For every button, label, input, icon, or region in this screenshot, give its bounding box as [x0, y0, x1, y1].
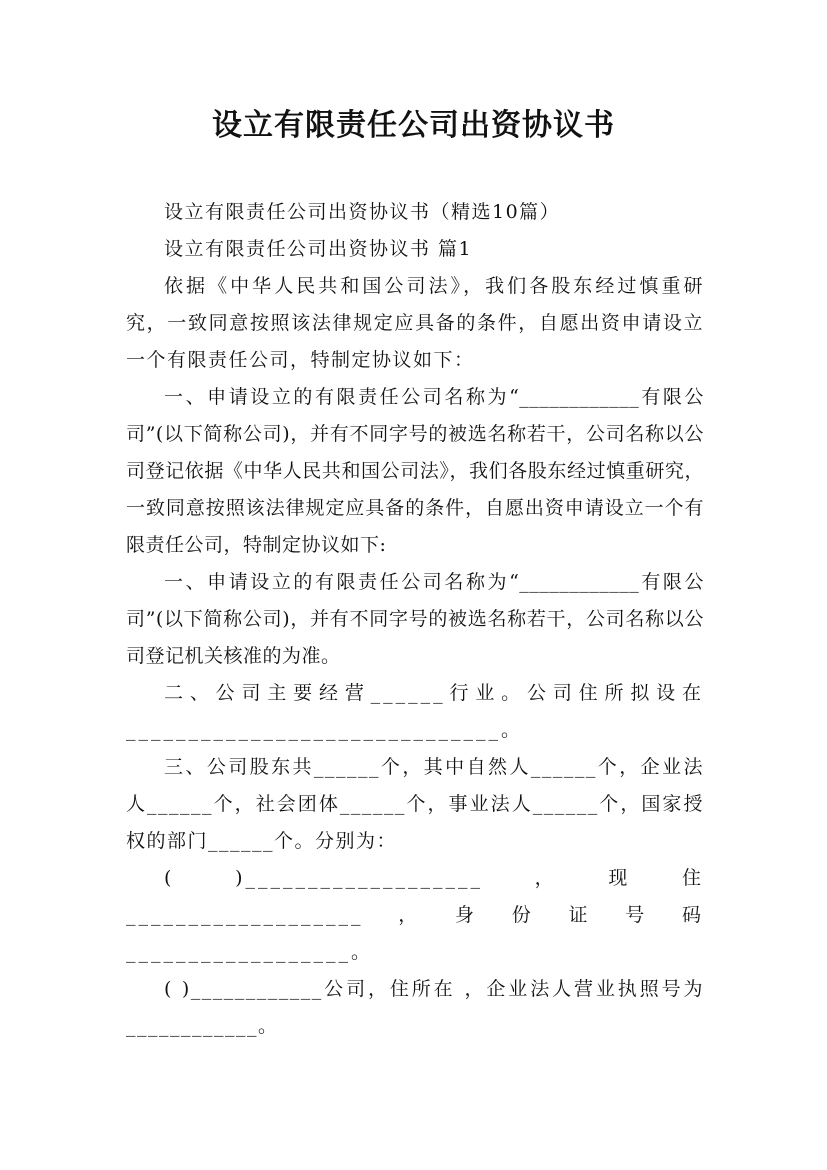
paragraph-subtitle: 设立有限责任公司出资协议书（精选10篇） [164, 201, 561, 223]
paragraph-shareholder-person: ( )___________________，现住___________________，身份证号码__________________。 [126, 867, 704, 963]
paragraph-clause-1b: 一、申请设立的有限责任公司名称为“____________有限公司”(以下简称公司)，并有不同字号的被选名称若干，公司名称以公司登记机关核准的为准。 [126, 571, 704, 667]
document-body [126, 194, 704, 1045]
paragraph-clause-1a: 一、申请设立的有限责任公司名称为“____________有限公司”(以下简称公司)，并有不同字号的被选名称若干，公司名称以公司登记依据《中华人民共和国公司法》，我们各股东经过慎重研究，一致同意按照该法律规定应具备的条件，自愿出资申请设立一个有限责任公司，特制定协议如下: [126, 386, 704, 556]
document-title: 设立有限责任公司出资协议书 [212, 108, 615, 143]
paragraph-clause-2: 二、公司主要经营______行业。公司住所拟设在______________________________。 [126, 682, 704, 741]
paragraph-clause-3: 三、公司股东共______个，其中自然人______个，企业法人______个，社会团体______个，事业法人______个，国家授权的部门______个。分别为： [126, 756, 704, 852]
paragraph-preamble: 依据《中华人民共和国公司法》，我们各股东经过慎重研究，一致同意按照该法律规定应具备的条件，自愿出资申请设立一个有限责任公司，特制定协议如下： [126, 275, 704, 371]
paragraph-chapter-heading: 设立有限责任公司出资协议书 篇1 [164, 238, 473, 260]
paragraph-shareholder-company: ( )____________公司，住所在 ，企业法人营业执照号为____________。 [126, 978, 704, 1037]
